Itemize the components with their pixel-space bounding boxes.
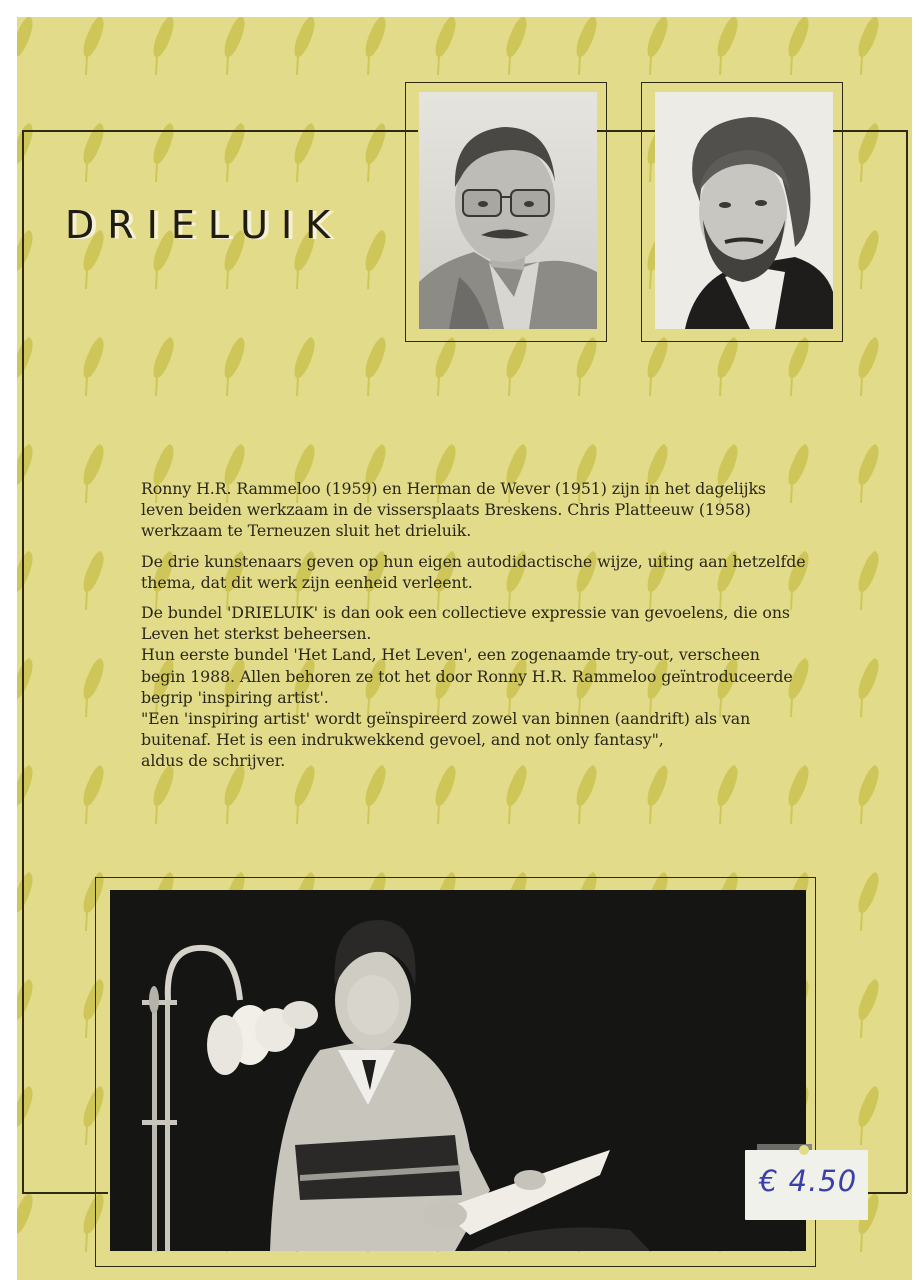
portrait-beard-long-hair-image [655,92,833,329]
description-text [141,478,841,772]
wheat-leaf-icon [17,17,34,77]
wheat-leaf-icon [83,443,105,505]
frame-line-right [906,130,908,1193]
portrait-photo-1 [419,92,597,329]
price-tag [745,1150,868,1220]
wheat-leaf-icon [83,550,105,612]
wheat-leaf-icon [435,17,457,77]
wheat-leaf-icon [858,229,880,291]
wheat-leaf-icon [224,336,246,398]
wheat-leaf-icon [717,764,739,826]
text-line: aldus de schrijver. [141,751,286,771]
wheat-leaf-icon [435,336,457,398]
text-line: thema, dat dit werk zijn eenheid verleent. [141,572,473,592]
text-line: De drie kunstenaars geven op hun eigen autodidactische wijze, uiting aan hetzelfde [141,551,806,571]
frame-line-bottom-right [868,1192,907,1194]
wheat-leaf-icon [435,764,457,826]
wheat-leaf-icon [647,17,669,77]
wheat-leaf-icon [294,764,316,826]
wheat-leaf-icon [576,17,598,77]
wheat-leaf-icon [17,871,34,933]
text-line: begin 1988. Allen behoren ze tot het door Ronny H.R. Rammeloo geïntroduceerde [141,666,793,686]
wheat-leaf-icon [506,336,528,398]
wheat-leaf-icon [506,764,528,826]
text-line: "Een 'inspiring artist' wordt geïnspireerd zowel van binnen (aandrift) als van [141,709,751,729]
wheat-leaf-icon [17,229,34,291]
man-reading-with-lamp-image [110,890,806,1251]
wheat-leaf-icon [858,978,880,1040]
wheat-leaf-icon [717,17,739,77]
frame-line-left [22,130,24,1192]
wheat-leaf-icon [17,1085,34,1147]
book-back-cover [17,17,912,1280]
wheat-leaf-icon [576,764,598,826]
wheat-leaf-icon [294,336,316,398]
wheat-leaf-icon [83,17,105,77]
wheat-leaf-icon [647,336,669,398]
text-line: begrip 'inspiring artist'. [141,687,329,707]
wheat-leaf-icon [788,764,810,826]
wheat-leaf-icon [717,336,739,398]
wheat-leaf-icon [17,764,34,826]
wheat-leaf-icon [858,764,880,826]
wheat-leaf-icon [788,336,810,398]
wheat-leaf-icon [17,336,34,398]
book-title: DRIELUIK [65,203,344,247]
wheat-leaf-icon [858,443,880,505]
price-tag-notch [799,1145,809,1155]
text-line: werkzaam te Terneuzen sluit het drieluik. [141,521,472,541]
wheat-leaf-icon [83,764,105,826]
wheat-leaf-icon [576,336,598,398]
wheat-leaf-icon [858,657,880,719]
wheat-leaf-icon [153,17,175,77]
wheat-leaf-icon [224,17,246,77]
wheat-leaf-icon [83,336,105,398]
wheat-leaf-icon [858,336,880,398]
text-line: De bundel 'DRIELUIK' is dan ook een collectieve expressie van gevoelens, die ons [141,603,790,623]
wheat-leaf-icon [858,871,880,933]
portrait-photo-2 [655,92,833,329]
wheat-leaf-icon [17,550,34,612]
text-line: Hun eerste bundel 'Het Land, Het Leven', een zogenaamde try-out, verscheen [141,645,760,665]
wheat-leaf-icon [365,229,387,291]
wheat-leaf-icon [858,17,880,77]
wheat-leaf-icon [365,764,387,826]
text-line: leven beiden werkzaam in de vissersplaats Breskens. Chris Platteeuw (1958) [141,500,751,520]
wheat-leaf-icon [153,336,175,398]
wheat-leaf-icon [788,17,810,77]
wheat-leaf-icon [365,17,387,77]
wheat-leaf-icon [17,978,34,1040]
text-line: Ronny H.R. Rammeloo (1959) en Herman de Wever (1951) zijn in het dagelijks [141,479,766,498]
bottom-photo [110,890,806,1251]
frame-line-top-left [22,130,418,132]
wheat-leaf-icon [17,443,34,505]
wheat-leaf-icon [17,657,34,719]
wheat-leaf-icon [365,336,387,398]
price-label: € 4.50 [759,1164,858,1198]
wheat-leaf-icon [294,17,316,77]
wheat-leaf-icon [858,1085,880,1147]
wheat-leaf-icon [647,764,669,826]
wheat-leaf-icon [17,1192,34,1254]
text-line: buitenaf. Het is een indrukwekkend gevoel, and not only fantasy", [141,730,664,750]
wheat-leaf-icon [506,17,528,77]
wheat-leaf-icon [83,657,105,719]
text-line: Leven het sterkst beheersen. [141,624,372,644]
portrait-glasses-mustache-image [419,92,597,329]
wheat-leaf-icon [224,764,246,826]
wheat-leaf-icon [153,764,175,826]
wheat-leaf-icon [858,550,880,612]
